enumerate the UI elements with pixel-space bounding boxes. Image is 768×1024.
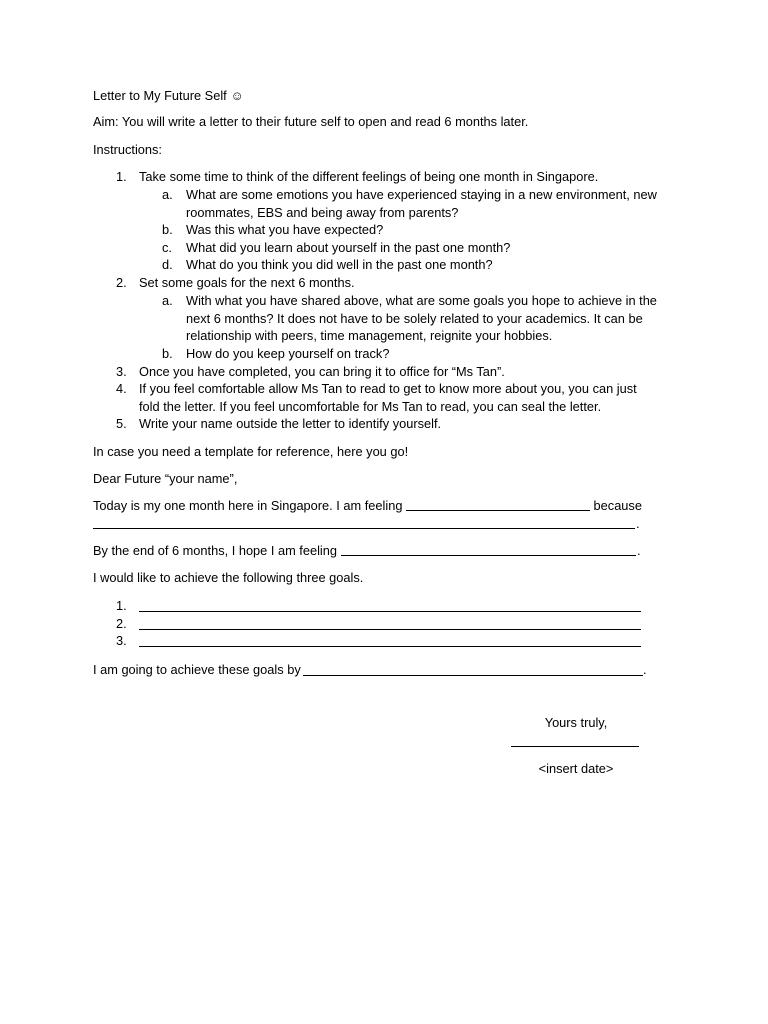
- instruction-item: Take some time to think of the different feelings of being one month in Singapore.: [139, 169, 599, 184]
- signature-blank[interactable]: [511, 746, 639, 747]
- goal-blank[interactable]: [139, 611, 641, 612]
- instruction-number: 2.: [116, 275, 127, 290]
- sub-item-letter: b.: [162, 346, 173, 361]
- instruction-item: Set some goals for the next 6 months.: [139, 275, 355, 290]
- sub-item-letter: b.: [162, 222, 173, 237]
- instruction-number: 3.: [116, 364, 127, 379]
- sub-item-letter: c.: [162, 240, 172, 255]
- date-placeholder: <insert date>: [538, 761, 614, 776]
- instruction-number: 5.: [116, 416, 127, 431]
- hope-line: By the end of 6 months, I hope I am feeling: [93, 543, 338, 558]
- achieve-line: I am going to achieve these goals by: [93, 662, 301, 677]
- instruction-item: If you feel comfortable allow Ms Tan to read to get to know more about you, you can just fold the letter. If you feel uncomfortable for Ms Tan to read, you can seal the letter.: [139, 381, 637, 414]
- sub-item-letter: a.: [162, 293, 173, 308]
- feeling-blank[interactable]: [406, 510, 590, 511]
- instruction-number: 1.: [116, 169, 127, 184]
- goal-number: 2.: [116, 616, 127, 631]
- goal-number: 1.: [116, 598, 127, 613]
- goal-number: 3.: [116, 633, 127, 648]
- instruction-item: Write your name outside the letter to identify yourself.: [139, 416, 442, 431]
- goal-blank[interactable]: [139, 646, 641, 647]
- salutation: Dear Future “your name”,: [93, 471, 238, 486]
- feeling-line-end: because: [590, 498, 642, 513]
- goals-intro: I would like to achieve the following three goals.: [93, 570, 364, 585]
- sub-item: What did you learn about yourself in the past one month?: [186, 240, 511, 255]
- goal-blank[interactable]: [139, 629, 641, 630]
- instruction-number: 4.: [116, 381, 127, 396]
- achieve-blank[interactable]: [303, 675, 643, 676]
- template-intro: In case you need a template for reference, here you go!: [93, 444, 409, 459]
- sub-item: How do you keep yourself on track?: [186, 346, 390, 361]
- hope-blank[interactable]: [341, 555, 636, 556]
- instructions-label: Instructions:: [93, 142, 162, 157]
- closing: Yours truly,: [544, 715, 608, 730]
- sub-item: What are some emotions you have experienced staying in a new environment, new roommates, EBS and being away from parents?: [186, 187, 657, 220]
- period-mark: .: [636, 516, 640, 531]
- period-mark: .: [643, 662, 647, 677]
- sub-item-letter: a.: [162, 187, 173, 202]
- instruction-item: Once you have completed, you can bring it to office for “Ms Tan”.: [139, 364, 505, 379]
- aim-text: Aim: You will write a letter to their future self to open and read 6 months later.: [93, 114, 529, 129]
- sub-item: What do you think you did well in the past one month?: [186, 257, 493, 272]
- smiley-icon: ☺: [230, 88, 244, 103]
- because-blank[interactable]: [93, 528, 635, 529]
- document-title: [93, 87, 244, 105]
- sub-item: With what you have shared above, what are some goals you hope to achieve in the next 6 months? It does not have to be solely related to your academics. It can be relationship with peers, time management, reignite your hobbies.: [186, 293, 657, 344]
- sub-item-letter: d.: [162, 257, 173, 272]
- feeling-line-start: Today is my one month here in Singapore. I am feeling: [93, 498, 403, 513]
- period-mark: .: [637, 543, 641, 558]
- title-text: Letter to My Future Self: [93, 88, 227, 103]
- sub-item: Was this what you have expected?: [186, 222, 384, 237]
